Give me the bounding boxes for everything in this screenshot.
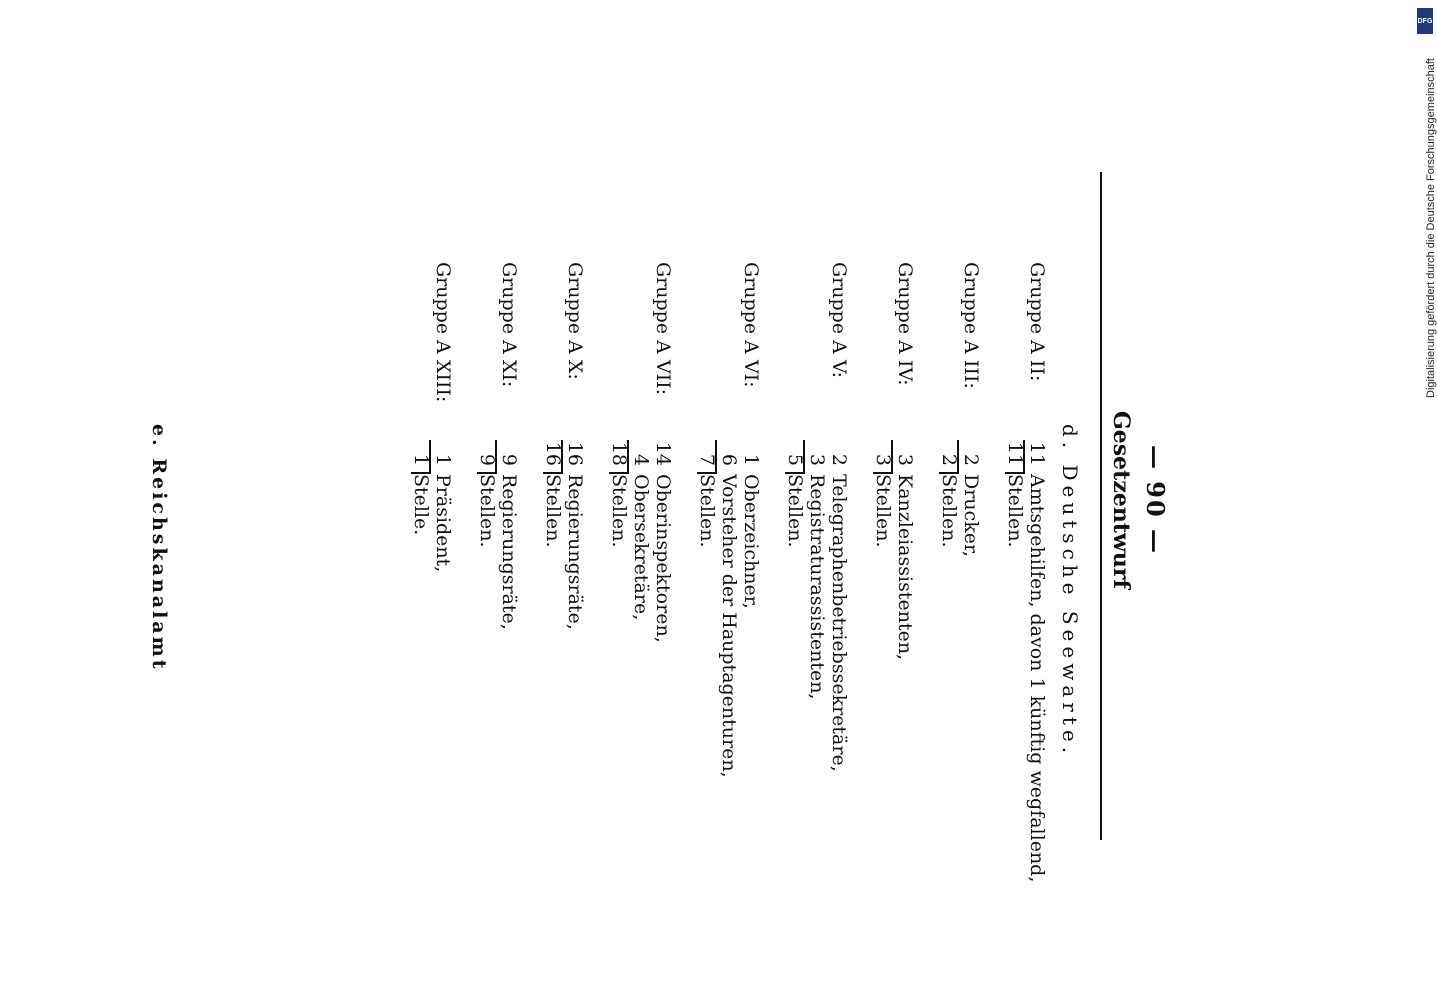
entry-count: 3 (894, 453, 916, 466)
entry-count: 16 (564, 441, 586, 466)
total-count: 1 (410, 453, 432, 466)
total-label: Stellen. (696, 474, 718, 548)
entry-text: Obersekretäre, (630, 474, 652, 621)
sum-bracket (1005, 472, 1025, 474)
total-label: Stellen. (608, 474, 630, 548)
group-label: Gruppe A XIII: (432, 262, 454, 403)
group-label: Gruppe A X: (564, 262, 586, 380)
group-label: Gruppe A II: (1026, 262, 1048, 382)
total-label: Stellen. (476, 474, 498, 548)
total-count: 3 (872, 453, 894, 466)
entry-text: Drucker, (960, 474, 982, 557)
total-count: 18 (608, 441, 630, 466)
entry-count: 11 (1026, 441, 1048, 466)
entry-count: 4 (630, 453, 652, 466)
entry-text: Präsident, (432, 474, 454, 573)
total-label: Stellen. (542, 474, 564, 548)
entry-count: 6 (718, 453, 740, 466)
entry-count: 2 (960, 453, 982, 466)
total-label: Stellen. (872, 474, 894, 548)
watermark (1414, 8, 1436, 398)
group-label: Gruppe A III: (960, 262, 982, 389)
entry-text: Kanzleiassistenten, (894, 474, 916, 661)
page-number: — 90 — (1141, 444, 1170, 556)
watermark-text: Digitalisierung gefördert durch die Deutsche Forschungsgemeinschaft (1425, 58, 1437, 398)
total-count: 9 (476, 453, 498, 466)
entry-text: Oberinspektoren, (652, 474, 674, 643)
dfg-logo: DFG (1417, 8, 1433, 34)
total-label: Stelle. (410, 474, 432, 536)
sum-bracket (609, 472, 629, 474)
entry-count: 1 (740, 453, 762, 466)
entry-count: 3 (806, 453, 828, 466)
section-heading: d. Deutsche Seewarte. (1058, 424, 1082, 759)
total-count: 5 (784, 453, 806, 466)
total-label: Stellen. (938, 474, 960, 548)
total-count: 2 (938, 453, 960, 466)
sum-bracket (785, 472, 805, 474)
group-label: Gruppe A VII: (652, 262, 674, 395)
sum-bracket (411, 472, 431, 474)
sum-bracket (939, 472, 959, 474)
group-label: Gruppe A IV: (894, 262, 916, 386)
entry-text: Regierungsräte, (498, 474, 520, 630)
entry-count: 14 (652, 441, 674, 466)
total-count: 7 (696, 453, 718, 466)
entry-text: Oberzeichner, (740, 474, 762, 609)
entry-text: Telegraphenbetriebssekretäre, (828, 474, 850, 772)
group-label: Gruppe A XI: (498, 262, 520, 388)
entry-text: Vorsteher der Hauptagenturen, (718, 474, 740, 778)
page-title: Gesetzentwurf (1108, 411, 1134, 589)
entry-text: Amtsgehilfen, davon 1 künftig wegfallend, (1026, 474, 1048, 883)
total-count: 11 (1004, 441, 1026, 466)
sum-bracket (697, 472, 717, 474)
footer-heading: e. Reichskanalamt (148, 424, 170, 672)
header-rule (1100, 172, 1102, 840)
sum-bracket (543, 472, 563, 474)
sum-bracket (873, 472, 893, 474)
group-label: Gruppe A VI: (740, 262, 762, 388)
total-label: Stellen. (784, 474, 806, 548)
entry-count: 9 (498, 453, 520, 466)
sum-bracket (477, 472, 497, 474)
entry-count: 1 (432, 453, 454, 466)
total-count: 16 (542, 441, 564, 466)
group-label: Gruppe A V: (828, 262, 850, 379)
entry-text: Registraturassistenten, (806, 474, 828, 700)
entry-text: Regierungsräte, (564, 474, 586, 630)
total-label: Stellen. (1004, 474, 1026, 548)
entry-count: 2 (828, 453, 850, 466)
